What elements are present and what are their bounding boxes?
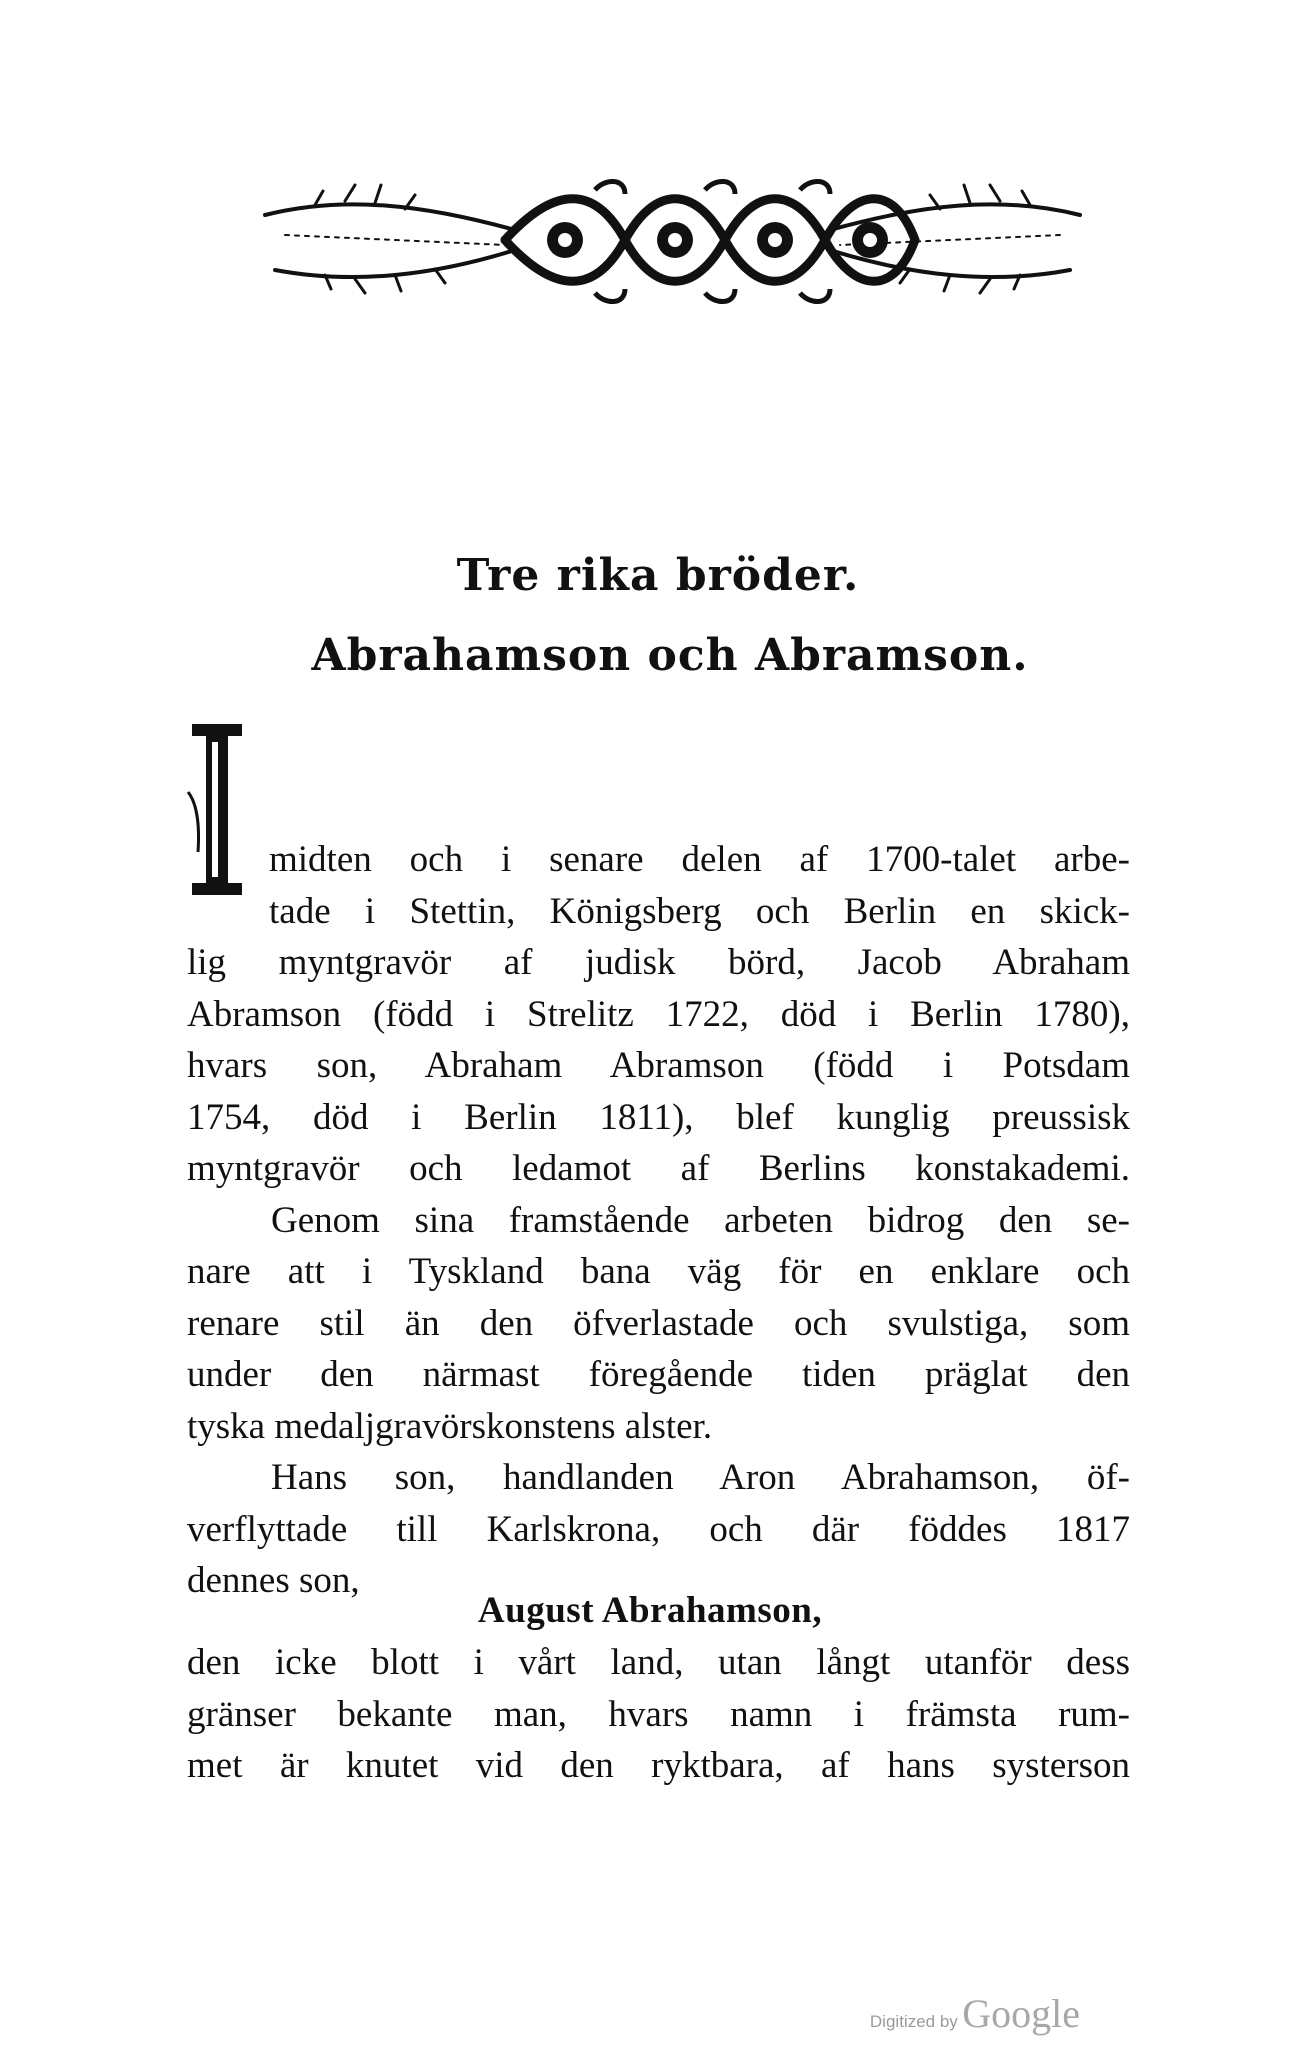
text-line: myntgravör och ledamot af Berlins konstakademi. bbox=[187, 1148, 1130, 1189]
text-line: verflyttade till Karlskrona, och där föddes 1817 bbox=[187, 1508, 1130, 1550]
title-line-2: Abrahamson och Abramson. bbox=[311, 630, 1029, 681]
text-line: under den närmast föregående tiden präglat den bbox=[187, 1354, 1130, 1395]
text-line: hvars son, Abraham Abramson (född i Potsdam bbox=[187, 1045, 1130, 1086]
digitized-watermark bbox=[870, 1990, 1080, 2037]
digitized-label: Digitized by bbox=[869, 2012, 958, 2031]
text-line: den icke blott i vårt land, utan långt utanför dess bbox=[187, 1642, 1130, 1683]
floral-vignette-icon bbox=[255, 175, 1090, 305]
text-line: dennes son, bbox=[187, 1560, 360, 1601]
text-line: 1754, död i Berlin 1811), blef kunglig preussisk bbox=[187, 1096, 1130, 1138]
paragraph-4 bbox=[187, 1637, 1130, 1792]
text-line: tyska medaljgravörskonstens alster. bbox=[187, 1405, 713, 1447]
text-line: Hans son, handlanden Aron Abrahamson, öf- bbox=[271, 1457, 1130, 1498]
paragraph-1 bbox=[187, 834, 1130, 1607]
text-line: midten och i senare delen af 1700-talet arbe- bbox=[269, 839, 1130, 880]
title-line-1: Tre rika bröder. bbox=[456, 550, 860, 601]
text-line: tade i Stettin, Königsberg och Berlin en skick- bbox=[269, 890, 1130, 932]
section-subheading: August Abrahamson, bbox=[477, 1590, 823, 1631]
text-line: Abramson (född i Strelitz 1722, död i Berlin 1780), bbox=[187, 993, 1130, 1035]
text-line: Genom sina framstående arbeten bidrog den se- bbox=[271, 1199, 1130, 1241]
text-line: met är knutet vid den ryktbara, af hans systerson bbox=[187, 1745, 1130, 1786]
google-logo: Google bbox=[962, 1991, 1080, 2036]
text-line: nare att i Tyskland bana väg för en enklare och bbox=[187, 1251, 1130, 1292]
text-line: renare stil än den öfverlastade och svulstiga, som bbox=[187, 1302, 1130, 1344]
text-line: lig myntgravör af judisk börd, Jacob Abraham bbox=[187, 942, 1130, 983]
text-line: gränser bekante man, hvars namn i främsta rum- bbox=[187, 1693, 1130, 1735]
